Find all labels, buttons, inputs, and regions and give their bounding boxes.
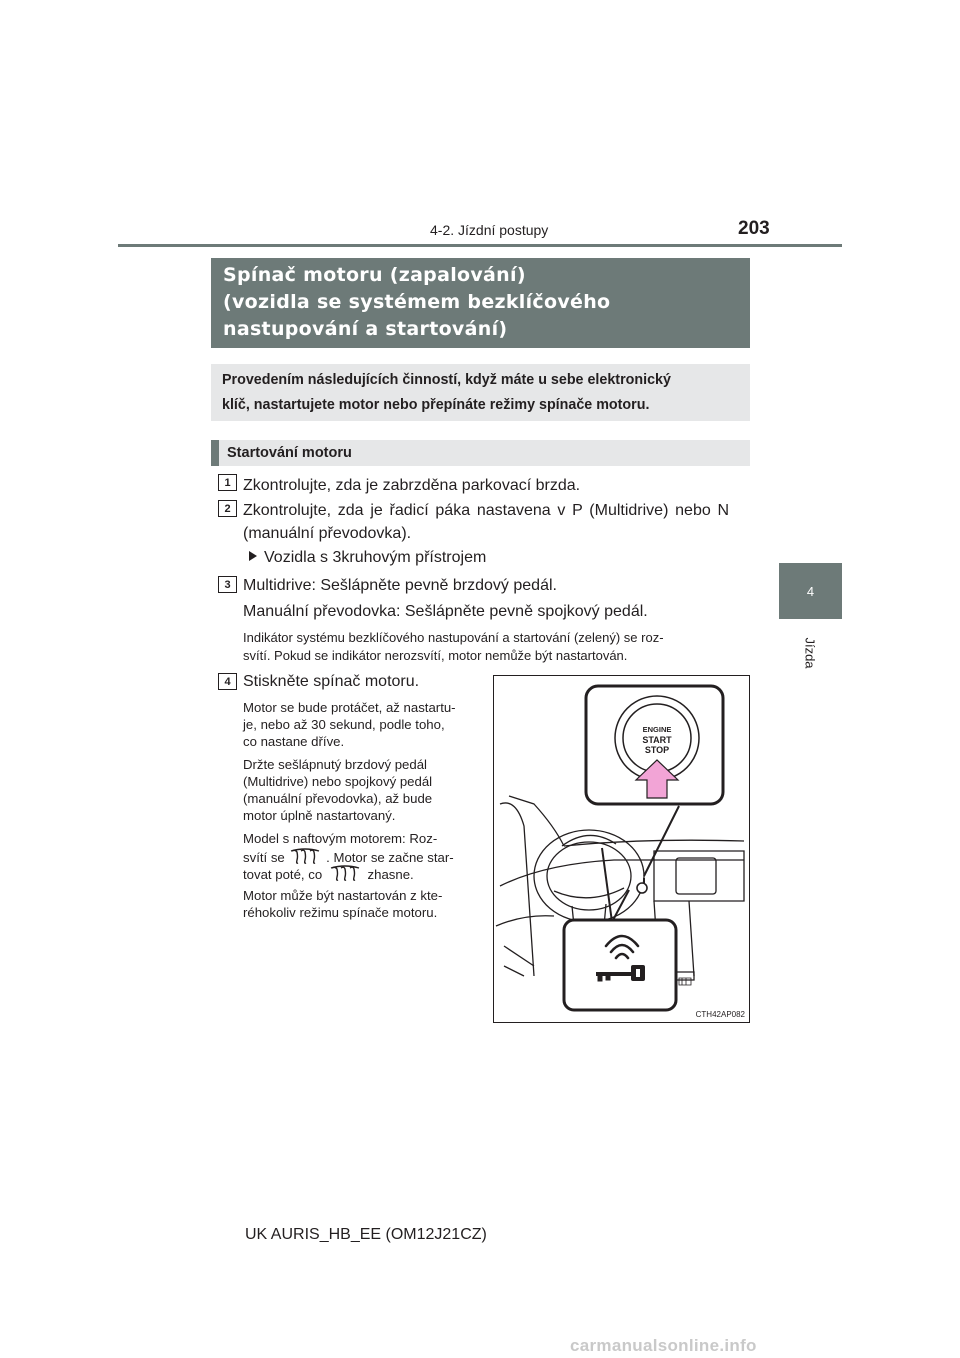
header-divider [118, 244, 842, 247]
step-number-1: 1 [218, 474, 237, 491]
title-line: (vozidla se systémem bezklíčového [223, 291, 611, 313]
step-4-note-line: Motor se bude protáčet, až nastartu- [243, 700, 456, 715]
intro-box [211, 364, 750, 421]
step-4-note-line: motor úplně nastartovaný. [243, 808, 396, 823]
indicator-callout-box [564, 920, 676, 1010]
step-3-text-line1: Multidrive: Sešlápněte pevně brzdový pedál. [243, 577, 557, 594]
chapter-number: 4 [806, 583, 815, 599]
page-title [211, 258, 750, 348]
step-number-2: 2 [218, 500, 237, 517]
step-4-note-line: (Multidrive) nebo spojkový pedál [243, 774, 433, 789]
step-4-note-line [243, 848, 454, 867]
image-id-label: CTH42AP082 [695, 1010, 745, 1019]
inline-text: . Motor se začne star- [326, 850, 454, 865]
dashboard-drawing [494, 676, 749, 1022]
title-line: nastupování a startování) [223, 318, 508, 340]
section-heading: Startování motoru [211, 440, 750, 466]
chapter-label: Jízda [802, 637, 818, 669]
glow-plug-icon [290, 848, 320, 865]
step-4-note-line: (manuální převodovka), až bude [243, 791, 433, 806]
step-1-text: Zkontrolujte, zda je zabrzděna parkovací brzda. [243, 477, 581, 494]
step-4-note-line: réhokoliv režimu spínače motoru. [243, 905, 438, 920]
inline-text: svítí se [243, 850, 285, 865]
step-3-text-line2: Manuální převodovka: Sešlápněte pevně spojkový pedál. [243, 603, 648, 620]
title-line: Spínač motoru (zapalování) [223, 264, 526, 286]
step-4-note-line [243, 865, 414, 884]
bullet-item [249, 546, 486, 570]
chapter-tab [779, 563, 842, 619]
inline-text: zhasne. [367, 867, 414, 882]
step-number-3: 3 [218, 576, 237, 593]
button-label-start: START [642, 735, 672, 745]
start-button-location [637, 883, 647, 893]
step-4-note-line: co nastane dříve. [243, 734, 345, 749]
engine-switch-illustration [493, 675, 750, 1023]
document-code: UK AURIS_HB_EE (OM12J21CZ) [245, 1226, 487, 1243]
step-3-note-line1: Indikátor systému bezklíčového nastupování a startování (zelený) se roz- [243, 630, 664, 645]
step-4-note-line: Motor může být nastartován z kte- [243, 888, 443, 903]
intro-line: Provedením následujících činností, když máte u sebe elektronický [222, 372, 671, 388]
step-3-note-line2: svítí. Pokud se indikátor nerozsvítí, motor nemůže být nastartován. [243, 648, 628, 663]
step-4-note-line: Držte sešlápnutý brzdový pedál [243, 757, 427, 772]
button-label-stop: STOP [644, 745, 670, 755]
triangle-bullet-icon [249, 551, 257, 561]
page-number: 203 [738, 218, 770, 239]
watermark: carmanualsonline.info [570, 1336, 757, 1355]
button-label-engine: ENGINE [642, 725, 672, 734]
glow-plug-icon [330, 865, 360, 882]
step-2-text-line1: Zkontrolujte, zda je řadicí páka nastavena v P (Multidrive) nebo N [243, 502, 730, 519]
chapter-label-container [790, 630, 830, 676]
step-2-text-line2: (manuální převodovka). [243, 525, 412, 542]
inline-text: tovat poté, co [243, 867, 323, 882]
bullet-text: Vozidla s 3kruhovým přístrojem [264, 549, 487, 566]
step-number-4: 4 [218, 673, 237, 690]
header-section-title: 4-2. Jízdní postupy [430, 222, 549, 238]
intro-line: klíč, nastartujete motor nebo přepínáte režimy spínače motoru. [222, 397, 650, 413]
step-4-text: Stiskněte spínač motoru. [243, 673, 420, 690]
step-4-note-line: Model s naftovým motorem: Roz- [243, 831, 438, 846]
step-4-note-line: je, nebo až 30 sekund, podle toho, [243, 717, 445, 732]
